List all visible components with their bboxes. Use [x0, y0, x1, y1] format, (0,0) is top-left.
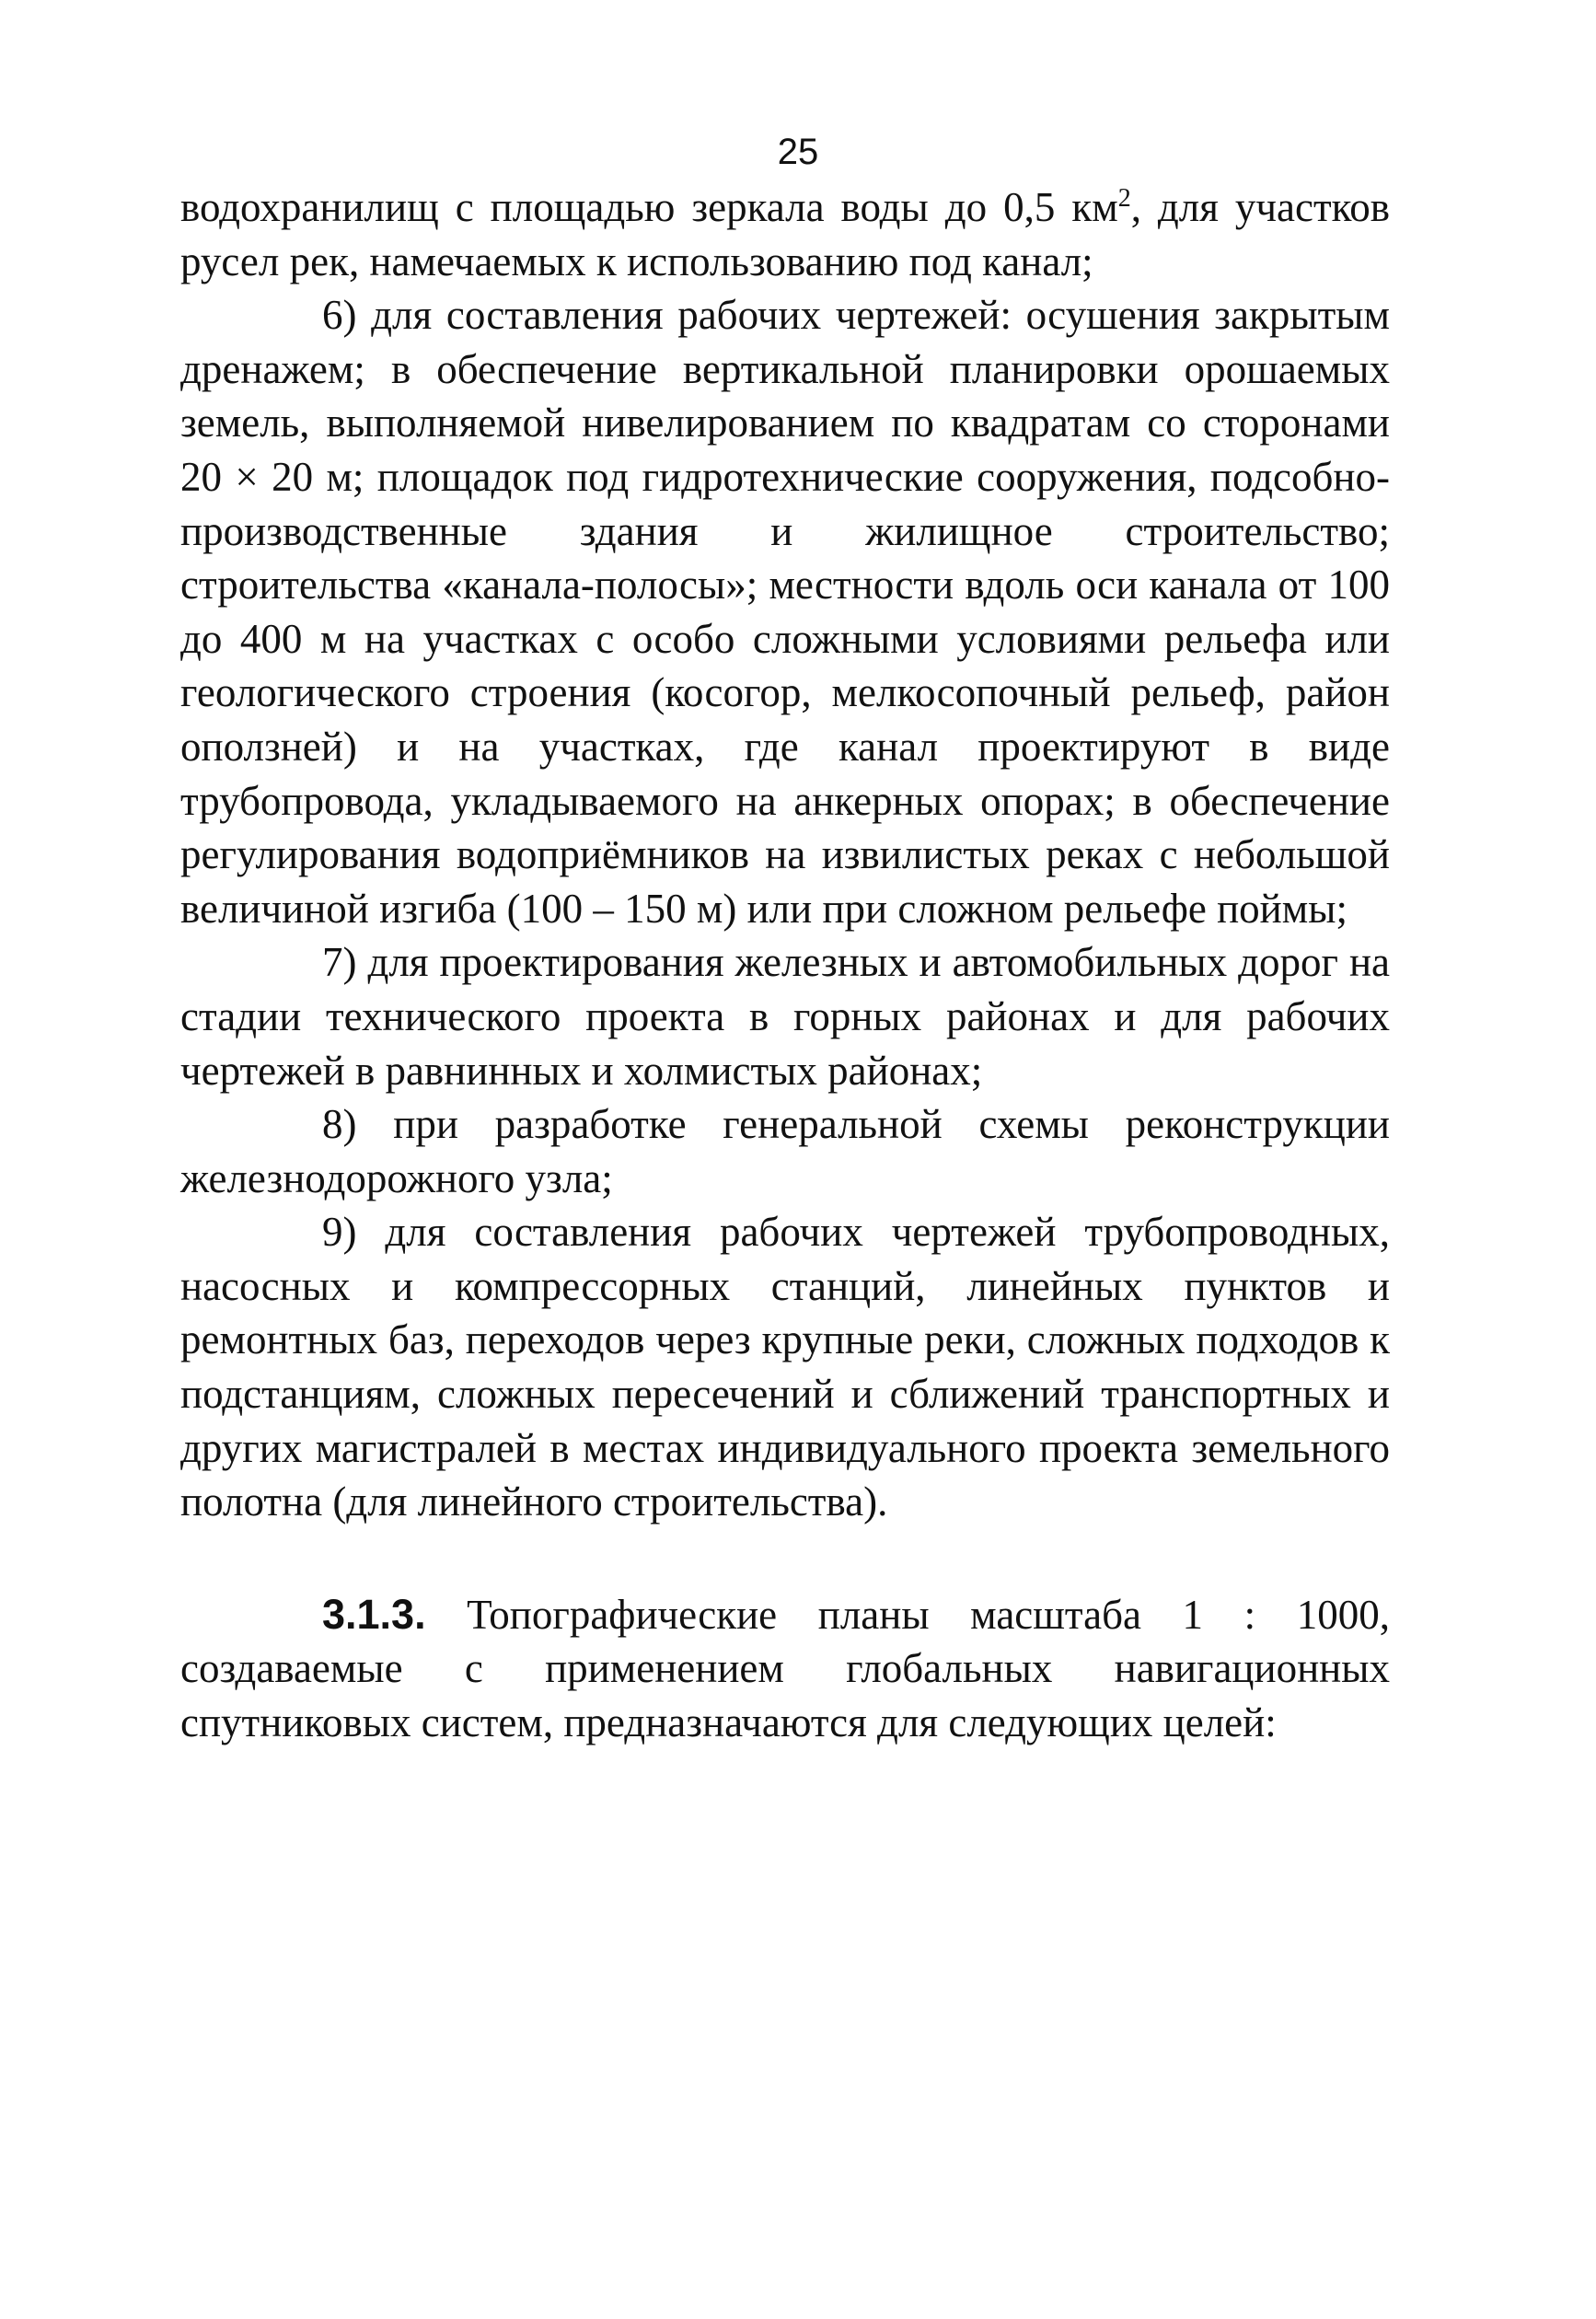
section-number: 3.1.3. — [322, 1590, 426, 1638]
section-text: Топографические планы масштаба 1 : 1000, создаваемые с применением глобальных навигационных спутниковых систем, предназначаются для следующих целей: — [180, 1591, 1390, 1746]
page-number: 25 — [777, 132, 819, 172]
paragraph-text: , для участков русел рек, намечаемых к использованию под канал; — [180, 184, 1390, 284]
document-body — [180, 180, 1390, 1750]
superscript: 2 — [1117, 184, 1131, 213]
section-paragraph — [180, 1588, 1390, 1750]
list-item-9: 9) для составления рабочих чертежей трубопроводных, насосных и компрессорных станций, линейных пунктов и ремонтных баз, переходов через крупные реки, сложных подходов к подстанциям, сложных пересечений и сближений транспортных и других магистралей в местах индивидуального проекта земельного полотна (для линейного строительства). — [180, 1209, 1390, 1525]
list-item-8: 8) при разработке генеральной схемы реконструкции железнодорожного узла; — [180, 1101, 1390, 1201]
list-item-6: 6) для составления рабочих чертежей: осушения закрытым дренажем; в обеспечение вертикальной планировки орошаемых земель, выполняемой нивелированием по квадратам со сторонами 20 × 20 м; площадок под гидротехнические сооружения, подсобно-производственные здания и жилищное строительство; строительства «канала-полосы»; местности вдоль оси канала от 100 до 400 м на участках с особо сложными условиями рельефа или геологического строения (косогор, мелкосопочный рельеф, район оползней) и на участках, где канал проектируют в виде трубопровода, укладываемого на анкерных опорах; в обеспечение регулирования водоприёмников на извилистых реках с небольшой величиной изгиба (100 – 150 м) или при сложном рельефе поймы; — [180, 292, 1390, 932]
paragraph-text: водохранилищ с площадью зеркала воды до 0,5 км — [180, 184, 1118, 230]
list-item-7: 7) для проектирования железных и автомобильных дорог на стадии технического проекта в горных районах и для рабочих чертежей в равнинных и холмистых районах; — [180, 939, 1390, 1094]
paragraph-continuation — [180, 180, 1390, 288]
